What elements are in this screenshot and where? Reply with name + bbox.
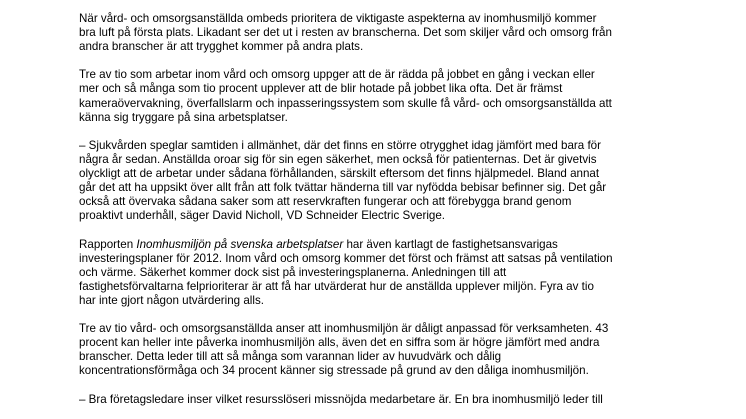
text-line: och värme. Säkerhet kommer dock sist på investeringsplanerna. Anledningen till att (79, 265, 507, 279)
text-line: branscher. Detta leder till att så många som varannan lider av huvudvärk och dålig (79, 350, 502, 364)
paragraph-priorities (79, 12, 679, 54)
text-line: – Bra företagsledare inser vilket resursslöseri missnöjda medarbetare är. En bra inomhusmiljö leder till (79, 392, 603, 406)
text-line: andra branscher är att trygghet kommer på andra plats. (79, 40, 364, 54)
text-line: går det att ha uppsikt över allt från att folk tvättar händerna till var nyfödda bebisar befinner sig. Det går (79, 181, 607, 195)
text-line: – Sjukvården speglar samtiden i allmänhet, där det finns en större otrygghet idag jämfört med bara för (79, 138, 601, 152)
text-line: kameraövervakning, överfallslarm och inpasseringssystem som skulle få vård- och omsorgsanställda att (79, 96, 612, 110)
text-line: bra luft på första plats. Likadant ser det ut i resten av branscherna. Det som skiljer vård och omsorg från (79, 26, 612, 40)
text-line: har inte gjort någon utvärdering alls. (79, 293, 264, 307)
paragraph-leaders-quote (79, 393, 679, 407)
paragraph-fear-at-work (79, 68, 679, 124)
text-line: också att övervaka sådana saker som att reservkraften fungerar och att förebygga brand genom (79, 195, 572, 209)
text-line: procent kan heller inte påverka inomhusmiljön alls, även det en siffra som är högre jämfört med andra (79, 336, 600, 350)
text-line: Tre av tio vård- och omsorgsanställda anser att inomhusmiljön är dåligt anpassad för verksamheten. 43 (79, 322, 609, 336)
report-title: Inomhusmiljön på svenska arbetsplatser (136, 237, 344, 251)
paragraph-quote-nicholl (79, 139, 679, 224)
report-prefix: Rapporten (79, 237, 137, 251)
text-line (79, 238, 679, 252)
text-line: fastighetsförvaltarna felprioriterar är att få har utvärderat hur de anställda upplever miljön. Fyra av tio (79, 279, 594, 293)
paragraph-indoor-environment (79, 322, 679, 378)
text-line: investeringsplaner för 2012. Inom vård och omsorg kommer det först och främst att satsas på ventilation (79, 251, 613, 265)
text-line: olyckligt att de arbetar under sådana förhållanden, särskilt eftersom det finns hjälpmedel. Bland annat (79, 167, 600, 181)
article-body (79, 12, 679, 419)
text-line: proaktivt underhåll, säger David Nicholl, VD Schneider Electric Sverige. (79, 209, 446, 223)
report-suffix: har även kartlagt de fastighetsansvarigas (343, 237, 558, 251)
text-line: några år sedan. Anställda oroar sig för sin egen säkerhet, men också för patienternas. Det är givetvis (79, 152, 597, 166)
text-line: koncentrationsförmåga och 34 procent känner sig stressade på grund av den dåliga inomhusmiljön. (79, 364, 589, 378)
text-line: mer och så många som tio procent upplever att de blir hotade på jobbet lika ofta. Det är främst (79, 82, 563, 96)
text-line: Tre av tio som arbetar inom vård och omsorg uppger att de är rädda på jobbet en gång i veckan eller (79, 68, 595, 82)
paragraph-report (79, 238, 679, 308)
text-line: känna sig tryggare på sina arbetsplatser. (79, 110, 288, 124)
text-line: När vård- och omsorgsanställda ombeds prioritera de viktigaste aspekterna av inomhusmiljö kommer (79, 12, 597, 25)
